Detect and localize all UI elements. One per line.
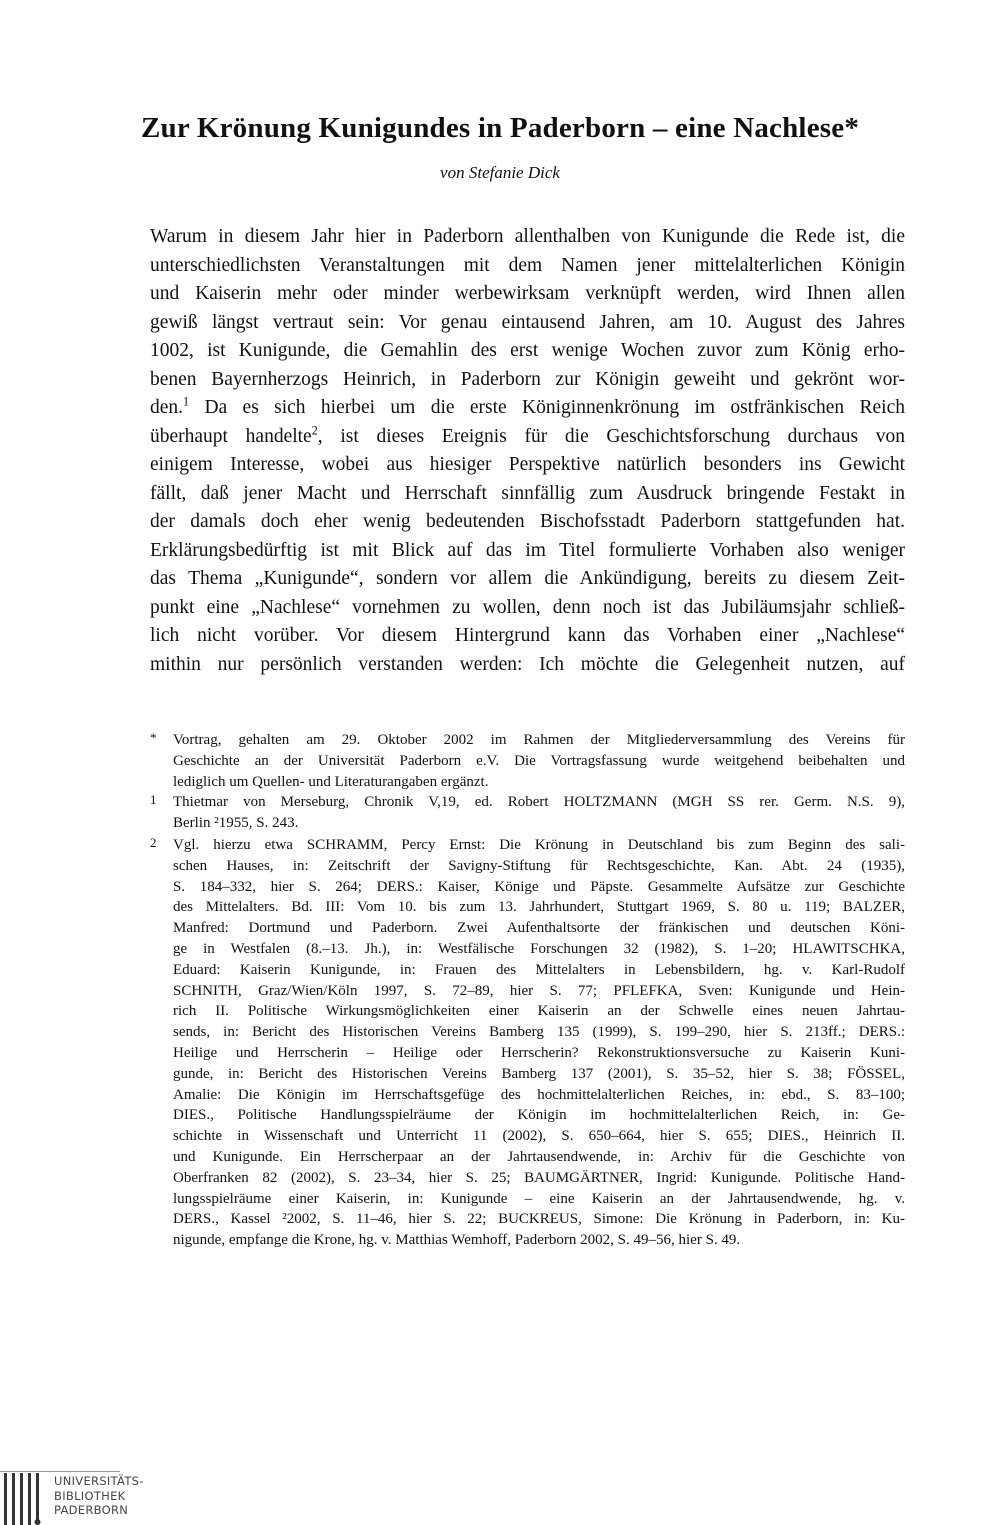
library-name (54, 1474, 144, 1518)
footnote-ref-1[interactable]: 1 (183, 394, 190, 409)
footnote-ref-2[interactable]: 2 (311, 423, 318, 437)
footnote-line: gunde, in: Bericht des Historischen Vereins Bamberg 137 (2001), S. 35–52, hier S. 38; FÖSSEL, (173, 1065, 905, 1082)
body-line: Erklärungsbedürftig ist mit Blick auf das im Titel formulierte Vorhaben also weniger (150, 539, 905, 561)
footnote-line: Eduard: Kaiserin Kunigunde, in: Frauen des Mittelalters in Lebensbildern, hg. v. Karl-Rudolf (173, 961, 905, 978)
footnote-line: Vgl. hierzu etwa SCHRAMM, Percy Ernst: Die Krönung in Deutschland bis zum Beginn des sali- (173, 837, 905, 853)
body-text-segment: Da es sich hierbei um die erste Königinnenkrönung im ostfränkischen Reich (189, 397, 905, 418)
body-line: fällt, daß jener Macht und Herrschaft sinnfällig zum Ausdruck bringende Festakt in (150, 482, 905, 504)
footnote-line: lungsspielräume einer Kaiserin, in: Kunigunde – eine Kaiserin an der Jahrtausendwende, hg. v. (173, 1190, 905, 1207)
body-text-segment: überhaupt handelte (150, 425, 312, 447)
library-name-line: UNIVERSITÄTS- (54, 1474, 144, 1488)
page-edge-rule (0, 1471, 120, 1472)
author-byline: von Stefanie Dick (440, 163, 560, 182)
footnote-line: lediglich um Quellen- und Literaturangaben ergänzt. (173, 773, 489, 790)
footnote-line: und Kunigunde. Ein Herrscherpaar an der Jahrtausendwende, in: Archiv für die Geschichte von (173, 1148, 905, 1165)
footnote-line: S. 184–332, hier S. 264; DERS.: Kaiser, Könige und Päpste. Gesammelte Aufsätze zur Geschichte (173, 878, 905, 895)
footnote-line: DERS., Kassel ²2002, S. 11–46, hier S. 22; BUCKREUS, Simone: Die Krönung in Paderborn, in: Ku- (173, 1211, 905, 1228)
body-line: lich nicht vorüber. Vor diesem Hintergrund kann das Vorhaben einer „Nachlese“ (150, 625, 905, 646)
body-line: einigem Interesse, wobei aus hiesiger Perspektive natürlich besonders ins Gewicht (150, 454, 905, 475)
body-line: der damals doch eher wenig bedeutenden Bischofsstadt Paderborn stattgefunden hat. (150, 511, 905, 532)
body-line: 1002, ist Kunigunde, die Gemahlin des erst wenige Wochen zuvor zum König erho- (150, 340, 905, 361)
footnote-line: Manfred: Dortmund und Paderborn. Zwei Aufenthaltsorte der fränkischen und deutschen Köni- (173, 920, 905, 937)
body-line: gewiß längst vertraut sein: Vor genau eintausend Jahren, am 10. August des Jahres (150, 311, 905, 333)
body-line: punkt eine „Nachlese“ vornehmen zu wollen, denn noch ist das Jubiläumsjahr schließ- (150, 596, 905, 618)
body-line: das Thema „Kunigunde“, sondern vor allem die Ankündigung, bereits zu diesem Zeit- (150, 568, 905, 589)
library-name-line: BIBLIOTHEK (54, 1488, 126, 1503)
body-text-segment: , ist dieses Ereignis für die Geschichtsforschung durchaus von (317, 425, 905, 447)
footnote-line: DIES., Politische Handlungsspielräume der Königin im hochmittelalterlichen Reich, in: Ge- (173, 1107, 905, 1124)
footnote-line: rich II. Politische Wirkungsmöglichkeiten einer Kaiserin an der Schwelle eines neuen Jahrtau- (173, 1003, 905, 1020)
footnote-mark: 1 (150, 792, 157, 807)
body-line (150, 394, 905, 423)
footnote-line: schichte in Wissenschaft und Unterricht 11 (2002), S. 650–664, hier S. 655; DIES., Heinrich II. (173, 1128, 905, 1145)
footnote-line: nigunde, empfange die Krone, hg. v. Matthias Wemhoff, Paderborn 2002, S. 49–56, hier S. 49. (173, 1232, 741, 1249)
footnote-line: SCHNITH, Graz/Wien/Köln 1997, S. 72–89, hier S. 77; PFLEFKA, Sven: Kunigunde und Hein- (173, 982, 905, 999)
footnote-line: Amalie: Die Königin im Herrschaftsgefüge des hochmittelalterlichen Reiches, in: ebd., S. 83–100; (173, 1086, 905, 1103)
body-line: unterschiedlichsten Veranstaltungen mit dem Namen jener mittelalterlichen Königin (150, 254, 905, 276)
footnote-line: des Mittelalters. Bd. III: Vom 10. bis zum 13. Jahrhundert, Stuttgart 1969, S. 80 u. 119; BALZER, (173, 899, 905, 916)
body-line: und Kaiserin mehr oder minder werbewirksam verknüpft werden, wird Ihnen allen (150, 283, 905, 304)
footnote-line: Vortrag, gehalten am 29. Oktober 2002 im Rahmen der Mitgliederversammlung des Vereins für (173, 732, 905, 748)
footnote-line: Oberfranken 82 (2002), S. 23–34, hier S. 25; BAUMGÄRTNER, Ingrid: Kunigunde. Politische Hand- (173, 1169, 905, 1186)
footnote-line: Heilige und Herrscherin – Heilige oder Herrscherin? Rekonstruktionsversuche zu Kaiserin Kuni- (173, 1044, 905, 1061)
body-text (150, 223, 905, 679)
body-line: mithin nur persönlich verstanden werden: Ich möchte die Gelegenheit nutzen, auf (150, 653, 905, 675)
footnote-mark: 2 (150, 835, 157, 850)
body-line (150, 423, 905, 452)
footnote-line: Thietmar von Merseburg, Chronik V,19, ed. Robert HOLTZMANN (MGH SS rer. Germ. N.S. 9), (173, 794, 905, 810)
footnote-line: Berlin ²1955, S. 243. (173, 814, 299, 831)
library-barcode-icon (4, 1473, 48, 1525)
footnote-line: sends, in: Bericht des Historischen Vereins Bamberg 135 (1999), S. 199–290, hier S. 213ff.; DERS.: (173, 1024, 905, 1041)
body-text-segment: den. (150, 397, 184, 418)
footnote-line (173, 751, 905, 772)
footnote-line: ge in Westfalen (8.–13. Jh.), in: Westfälische Forschungen 32 (1982), S. 1–20; HLAWITSCHKA, (173, 940, 905, 957)
library-name-line: PADERBORN (54, 1503, 129, 1517)
footnote-line: schen Hauses, in: Zeitschrift der Savigny-Stiftung für Rechtsgeschichte, Kan. Abt. 24 (1935), (173, 857, 905, 874)
body-line: Warum in diesem Jahr hier in Paderborn allenthalben von Kunigunde die Rede ist, die (150, 226, 905, 247)
footnote-mark: * (150, 730, 157, 745)
library-logo (0, 1473, 160, 1525)
body-line: benen Bayernherzogs Heinrich, in Paderborn zur Königin geweiht und gekrönt wor- (150, 368, 905, 390)
footnote-text: Geschichte an der Universität Paderborn e.V. Die Vortragsfassung wurde weitgehend beibehalten und (173, 752, 905, 769)
footnote-body (173, 835, 905, 1251)
page-title: Zur Krönung Kunigundes in Paderborn – eine Nachlese* (140, 112, 860, 144)
